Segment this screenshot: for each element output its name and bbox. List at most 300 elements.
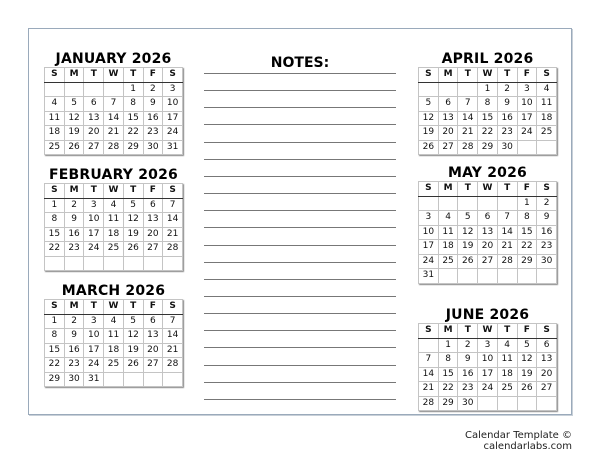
day-cell: 23 xyxy=(143,126,163,141)
week-row xyxy=(419,225,557,240)
day-cell: 22 xyxy=(123,126,143,141)
week-row xyxy=(419,353,557,368)
day-cell: 12 xyxy=(123,213,143,228)
weekday-header: W xyxy=(104,184,124,199)
day-cell: 11 xyxy=(45,111,65,126)
day-cell xyxy=(478,269,498,284)
week-row xyxy=(419,111,557,126)
day-cell: 29 xyxy=(45,372,65,387)
day-cell: 23 xyxy=(458,382,478,397)
day-cell: 29 xyxy=(478,140,498,155)
note-line xyxy=(204,382,396,383)
day-cell: 14 xyxy=(163,213,183,228)
week-row xyxy=(45,198,183,213)
day-cell xyxy=(497,269,517,284)
day-cell xyxy=(104,372,124,387)
month-title: JANUARY 2026 xyxy=(55,51,172,67)
note-line xyxy=(204,124,396,125)
note-line xyxy=(204,73,396,74)
weekday-header: T xyxy=(497,68,517,83)
day-cell: 23 xyxy=(497,126,517,141)
day-cell: 25 xyxy=(537,126,557,141)
week-row xyxy=(419,382,557,397)
day-cell: 27 xyxy=(84,140,104,155)
day-cell: 16 xyxy=(458,367,478,382)
day-cell: 21 xyxy=(104,126,124,141)
day-cell: 26 xyxy=(419,140,439,155)
weekday-header: M xyxy=(438,324,458,339)
day-cell: 30 xyxy=(497,140,517,155)
day-cell xyxy=(537,269,557,284)
month-title: FEBRUARY 2026 xyxy=(49,167,178,183)
day-cell: 18 xyxy=(104,343,124,358)
day-cell xyxy=(458,269,478,284)
day-cell xyxy=(458,196,478,211)
day-cell: 11 xyxy=(497,353,517,368)
day-cell: 12 xyxy=(64,111,84,126)
day-cell: 4 xyxy=(438,211,458,226)
day-cell: 18 xyxy=(45,126,65,141)
day-cell: 19 xyxy=(517,367,537,382)
day-cell xyxy=(64,82,84,97)
day-cell xyxy=(143,372,163,387)
day-cell xyxy=(104,82,124,97)
day-cell: 6 xyxy=(84,97,104,112)
day-cell: 5 xyxy=(123,198,143,213)
day-cell xyxy=(84,256,104,271)
day-cell: 8 xyxy=(45,329,65,344)
day-cell: 19 xyxy=(123,343,143,358)
day-cell: 17 xyxy=(419,240,439,255)
weekday-header: W xyxy=(478,68,498,83)
day-cell: 4 xyxy=(497,338,517,353)
day-cell: 26 xyxy=(517,382,537,397)
day-cell: 8 xyxy=(478,97,498,112)
day-cell: 27 xyxy=(143,358,163,373)
day-cell: 27 xyxy=(438,140,458,155)
day-cell: 14 xyxy=(497,225,517,240)
day-cell: 1 xyxy=(438,338,458,353)
day-cell: 17 xyxy=(84,343,104,358)
weekday-header: T xyxy=(123,184,143,199)
day-cell: 23 xyxy=(64,358,84,373)
day-cell: 24 xyxy=(163,126,183,141)
week-row xyxy=(419,269,557,284)
day-cell xyxy=(497,196,517,211)
month-title: MAY 2026 xyxy=(447,165,527,181)
day-cell: 7 xyxy=(104,97,124,112)
day-cell: 26 xyxy=(64,140,84,155)
weekday-header: F xyxy=(517,324,537,339)
note-line xyxy=(204,193,396,194)
weekday-header: T xyxy=(123,68,143,83)
day-cell: 25 xyxy=(438,254,458,269)
day-cell: 16 xyxy=(537,225,557,240)
day-cell: 19 xyxy=(458,240,478,255)
day-cell: 9 xyxy=(64,213,84,228)
day-cell xyxy=(123,372,143,387)
weekday-header: T xyxy=(84,68,104,83)
notes-title: NOTES: xyxy=(270,55,330,71)
day-cell: 2 xyxy=(537,196,557,211)
day-cell: 10 xyxy=(517,97,537,112)
day-cell: 12 xyxy=(123,329,143,344)
day-cell: 6 xyxy=(438,97,458,112)
month-grid xyxy=(418,323,557,411)
day-cell: 16 xyxy=(64,227,84,242)
day-cell: 22 xyxy=(478,126,498,141)
weekday-header: M xyxy=(438,68,458,83)
day-cell: 17 xyxy=(517,111,537,126)
day-cell xyxy=(517,269,537,284)
day-cell: 26 xyxy=(123,242,143,257)
day-cell: 8 xyxy=(45,213,65,228)
day-cell xyxy=(419,82,439,97)
day-cell: 5 xyxy=(458,211,478,226)
day-cell: 13 xyxy=(438,111,458,126)
day-cell: 14 xyxy=(419,367,439,382)
day-cell: 28 xyxy=(419,396,439,411)
day-cell: 1 xyxy=(517,196,537,211)
weekday-header: S xyxy=(537,324,557,339)
day-cell: 25 xyxy=(45,140,65,155)
weekday-header: T xyxy=(84,300,104,315)
day-cell xyxy=(517,140,537,155)
month-title: MARCH 2026 xyxy=(61,283,166,299)
day-cell: 17 xyxy=(163,111,183,126)
day-cell: 20 xyxy=(478,240,498,255)
weekday-header: S xyxy=(45,300,65,315)
weekday-header: S xyxy=(537,182,557,197)
day-cell: 6 xyxy=(478,211,498,226)
weekday-header: F xyxy=(143,300,163,315)
day-cell: 7 xyxy=(163,314,183,329)
day-cell: 1 xyxy=(478,82,498,97)
day-cell: 28 xyxy=(458,140,478,155)
week-row xyxy=(419,126,557,141)
day-cell: 11 xyxy=(537,97,557,112)
week-row xyxy=(45,82,183,97)
day-cell: 13 xyxy=(84,111,104,126)
note-line xyxy=(204,313,396,314)
week-row xyxy=(419,367,557,382)
day-cell: 16 xyxy=(64,343,84,358)
weekday-header: F xyxy=(517,68,537,83)
day-cell: 7 xyxy=(163,198,183,213)
day-cell: 27 xyxy=(478,254,498,269)
month-grid xyxy=(44,67,183,155)
day-cell xyxy=(478,396,498,411)
day-cell: 10 xyxy=(478,353,498,368)
day-cell xyxy=(45,256,65,271)
day-cell: 11 xyxy=(438,225,458,240)
weekday-header: M xyxy=(64,300,84,315)
weekday-header: T xyxy=(497,324,517,339)
day-cell xyxy=(517,396,537,411)
day-cell: 19 xyxy=(419,126,439,141)
week-row xyxy=(45,256,183,271)
weekday-header: S xyxy=(419,182,439,197)
note-line xyxy=(204,159,396,160)
weekday-header: S xyxy=(419,68,439,83)
weekday-header: T xyxy=(458,324,478,339)
week-row xyxy=(45,140,183,155)
day-cell: 18 xyxy=(104,227,124,242)
day-cell: 18 xyxy=(497,367,517,382)
weekday-header: T xyxy=(123,300,143,315)
week-row xyxy=(45,242,183,257)
note-line xyxy=(204,399,396,400)
day-cell: 19 xyxy=(64,126,84,141)
weekday-header: W xyxy=(104,68,124,83)
day-cell xyxy=(143,256,163,271)
day-cell: 27 xyxy=(537,382,557,397)
day-cell xyxy=(123,256,143,271)
note-line xyxy=(204,330,396,331)
month-february xyxy=(44,168,183,271)
month-grid xyxy=(418,181,557,284)
note-line xyxy=(204,227,396,228)
day-cell: 24 xyxy=(517,126,537,141)
day-cell: 30 xyxy=(143,140,163,155)
day-cell: 25 xyxy=(104,242,124,257)
day-cell: 18 xyxy=(537,111,557,126)
day-cell xyxy=(438,269,458,284)
day-cell: 28 xyxy=(163,242,183,257)
day-cell: 22 xyxy=(438,382,458,397)
day-cell: 15 xyxy=(438,367,458,382)
day-cell: 21 xyxy=(497,240,517,255)
weekday-header: T xyxy=(458,68,478,83)
day-cell: 25 xyxy=(497,382,517,397)
day-cell: 9 xyxy=(458,353,478,368)
day-cell: 12 xyxy=(517,353,537,368)
week-row xyxy=(419,396,557,411)
day-cell: 14 xyxy=(458,111,478,126)
day-cell: 1 xyxy=(45,198,65,213)
day-cell: 21 xyxy=(419,382,439,397)
day-cell: 23 xyxy=(537,240,557,255)
day-cell: 24 xyxy=(478,382,498,397)
note-line xyxy=(204,296,396,297)
day-cell: 15 xyxy=(45,227,65,242)
weekday-header: S xyxy=(163,68,183,83)
day-cell: 20 xyxy=(537,367,557,382)
day-cell: 17 xyxy=(478,367,498,382)
day-cell: 4 xyxy=(45,97,65,112)
note-line xyxy=(204,365,396,366)
day-cell: 10 xyxy=(163,97,183,112)
day-cell: 4 xyxy=(104,198,124,213)
day-cell: 6 xyxy=(143,198,163,213)
day-cell: 15 xyxy=(45,343,65,358)
day-cell: 9 xyxy=(537,211,557,226)
day-cell: 27 xyxy=(143,242,163,257)
day-cell xyxy=(419,196,439,211)
weekday-header: M xyxy=(438,182,458,197)
day-cell: 31 xyxy=(419,269,439,284)
day-cell: 24 xyxy=(84,358,104,373)
week-row xyxy=(45,358,183,373)
day-cell xyxy=(537,396,557,411)
week-row xyxy=(45,314,183,329)
weekday-header: S xyxy=(45,68,65,83)
day-cell: 13 xyxy=(537,353,557,368)
day-cell: 29 xyxy=(438,396,458,411)
day-cell xyxy=(497,396,517,411)
week-row xyxy=(419,97,557,112)
week-row xyxy=(419,254,557,269)
note-line xyxy=(204,210,396,211)
weekday-header: F xyxy=(143,68,163,83)
month-grid xyxy=(44,299,183,387)
day-cell: 4 xyxy=(104,314,124,329)
day-cell: 14 xyxy=(163,329,183,344)
weekday-header: M xyxy=(64,68,84,83)
note-line xyxy=(204,90,396,91)
week-row xyxy=(45,227,183,242)
weekday-header: W xyxy=(104,300,124,315)
note-line xyxy=(204,245,396,246)
day-cell xyxy=(64,256,84,271)
day-cell: 29 xyxy=(123,140,143,155)
day-cell: 15 xyxy=(478,111,498,126)
day-cell: 6 xyxy=(537,338,557,353)
day-cell: 10 xyxy=(84,329,104,344)
day-cell: 15 xyxy=(123,111,143,126)
day-cell xyxy=(438,82,458,97)
weekday-header: T xyxy=(84,184,104,199)
day-cell xyxy=(458,82,478,97)
week-row xyxy=(419,196,557,211)
day-cell: 11 xyxy=(104,213,124,228)
day-cell: 25 xyxy=(104,358,124,373)
day-cell: 5 xyxy=(419,97,439,112)
month-grid xyxy=(44,183,183,271)
day-cell: 8 xyxy=(517,211,537,226)
day-cell: 22 xyxy=(45,358,65,373)
day-cell: 2 xyxy=(497,82,517,97)
footer-credit: Calendar Template © calendarlabs.com xyxy=(465,430,572,452)
day-cell: 9 xyxy=(143,97,163,112)
month-grid xyxy=(418,67,557,155)
week-row xyxy=(419,240,557,255)
day-cell xyxy=(45,82,65,97)
day-cell: 20 xyxy=(143,343,163,358)
day-cell: 20 xyxy=(438,126,458,141)
note-line xyxy=(204,142,396,143)
day-cell: 6 xyxy=(143,314,163,329)
day-cell: 3 xyxy=(419,211,439,226)
month-january xyxy=(44,52,183,155)
day-cell: 7 xyxy=(419,353,439,368)
weekday-header: F xyxy=(143,184,163,199)
weekday-header: S xyxy=(163,300,183,315)
day-cell: 14 xyxy=(104,111,124,126)
weekday-header: F xyxy=(517,182,537,197)
day-cell xyxy=(478,196,498,211)
day-cell: 21 xyxy=(458,126,478,141)
day-cell: 7 xyxy=(497,211,517,226)
day-cell xyxy=(163,372,183,387)
day-cell: 10 xyxy=(84,213,104,228)
week-row xyxy=(419,82,557,97)
month-march xyxy=(44,284,183,387)
day-cell: 12 xyxy=(458,225,478,240)
day-cell: 16 xyxy=(143,111,163,126)
day-cell: 20 xyxy=(84,126,104,141)
week-row xyxy=(45,126,183,141)
day-cell: 26 xyxy=(458,254,478,269)
weekday-header: S xyxy=(163,184,183,199)
day-cell: 5 xyxy=(123,314,143,329)
day-cell: 13 xyxy=(478,225,498,240)
month-may xyxy=(418,166,557,284)
week-row xyxy=(45,111,183,126)
day-cell: 29 xyxy=(517,254,537,269)
note-line xyxy=(204,347,396,348)
day-cell: 31 xyxy=(84,372,104,387)
week-row xyxy=(419,338,557,353)
day-cell: 30 xyxy=(64,372,84,387)
day-cell: 2 xyxy=(64,198,84,213)
day-cell: 3 xyxy=(163,82,183,97)
day-cell: 19 xyxy=(123,227,143,242)
day-cell: 9 xyxy=(64,329,84,344)
day-cell: 23 xyxy=(64,242,84,257)
day-cell: 3 xyxy=(478,338,498,353)
day-cell xyxy=(438,196,458,211)
day-cell xyxy=(84,82,104,97)
month-title: JUNE 2026 xyxy=(445,307,530,323)
day-cell: 20 xyxy=(143,227,163,242)
weekday-header: S xyxy=(537,68,557,83)
day-cell: 13 xyxy=(143,213,163,228)
day-cell: 2 xyxy=(458,338,478,353)
day-cell: 21 xyxy=(163,227,183,242)
day-cell: 17 xyxy=(84,227,104,242)
note-line xyxy=(204,262,396,263)
day-cell: 12 xyxy=(419,111,439,126)
day-cell: 26 xyxy=(123,358,143,373)
day-cell: 13 xyxy=(143,329,163,344)
day-cell: 8 xyxy=(123,97,143,112)
note-line xyxy=(204,279,396,280)
day-cell: 5 xyxy=(517,338,537,353)
weekday-header: M xyxy=(64,184,84,199)
week-row xyxy=(45,372,183,387)
day-cell: 15 xyxy=(517,225,537,240)
month-april xyxy=(418,52,557,155)
day-cell: 2 xyxy=(143,82,163,97)
weekday-header: T xyxy=(497,182,517,197)
week-row xyxy=(45,97,183,112)
day-cell xyxy=(419,338,439,353)
day-cell: 24 xyxy=(84,242,104,257)
day-cell: 1 xyxy=(45,314,65,329)
day-cell: 30 xyxy=(537,254,557,269)
weekday-header: S xyxy=(419,324,439,339)
weekday-header: W xyxy=(478,182,498,197)
day-cell: 21 xyxy=(163,343,183,358)
month-june xyxy=(418,308,557,411)
week-row xyxy=(45,213,183,228)
day-cell: 7 xyxy=(458,97,478,112)
week-row xyxy=(419,140,557,155)
day-cell: 24 xyxy=(419,254,439,269)
weekday-header: T xyxy=(458,182,478,197)
day-cell: 28 xyxy=(497,254,517,269)
